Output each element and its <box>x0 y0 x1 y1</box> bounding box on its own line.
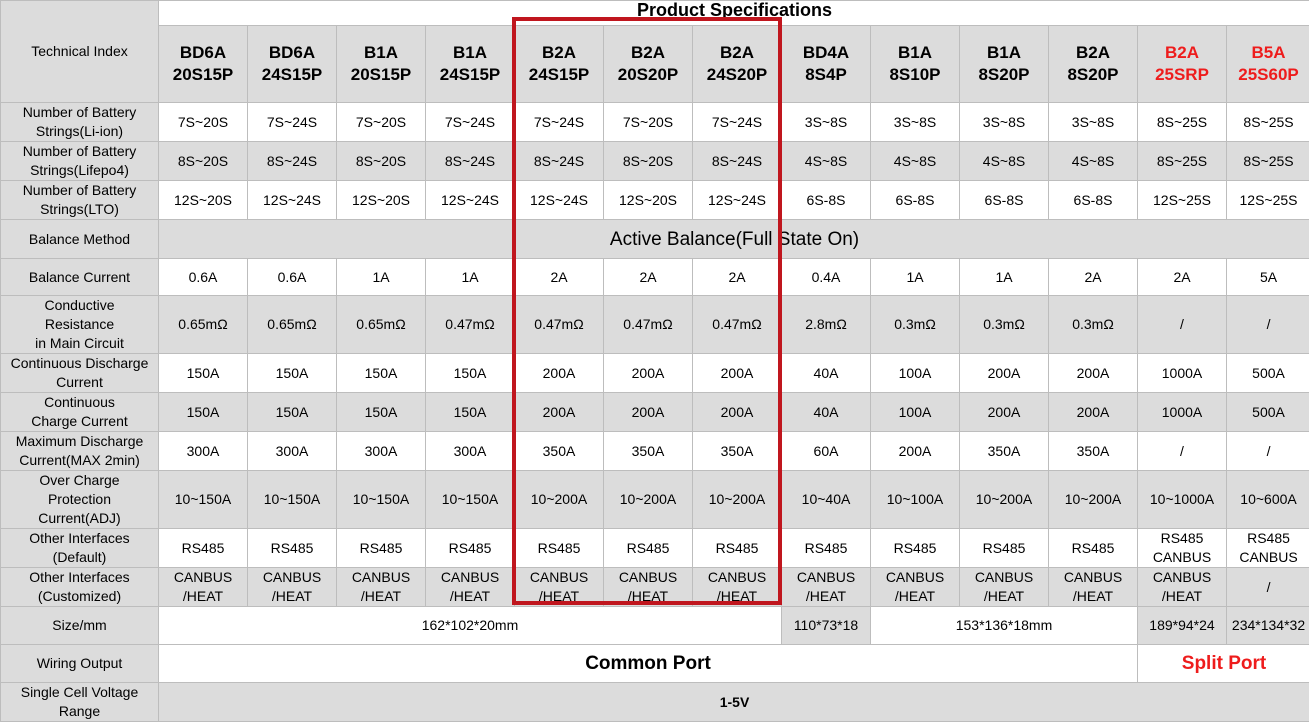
size-group-1: 162*102*20mm <box>159 607 782 645</box>
row-max-discharge <box>1 432 1309 471</box>
table-cell: CANBUS /HEAT <box>248 568 337 607</box>
row-label-interfaces-custom: Other Interfaces (Customized) <box>1 568 159 607</box>
row-balance-method <box>1 220 1309 259</box>
model-header: B5A 25S60P <box>1227 26 1309 103</box>
table-cell: CANBUS /HEAT <box>1138 568 1227 607</box>
table-cell: 100A <box>871 393 960 432</box>
technical-index-label: Technical Index <box>1 1 159 103</box>
model-header: B2A 20S20P <box>604 26 693 103</box>
table-cell: 200A <box>1049 354 1138 393</box>
table-cell: 150A <box>337 354 426 393</box>
table-cell: 10~150A <box>426 471 515 529</box>
table-cell: 60A <box>782 432 871 471</box>
table-cell: 7S~20S <box>159 103 248 142</box>
table-cell: 10~1000A <box>1138 471 1227 529</box>
table-cell: / <box>1138 296 1227 354</box>
wiring-split-port: Split Port <box>1138 645 1309 683</box>
table-cell: 150A <box>159 393 248 432</box>
row-label-liion: Number of Battery Strings(Li-ion) <box>1 103 159 142</box>
table-cell: 10~150A <box>337 471 426 529</box>
row-label-cell-voltage: Single Cell Voltage Range <box>1 683 159 722</box>
row-lto <box>1 181 1309 220</box>
table-cell: 10~600A <box>1227 471 1309 529</box>
table-cell: 12S~20S <box>604 181 693 220</box>
table-cell: CANBUS /HEAT <box>693 568 782 607</box>
table-cell: 2.8mΩ <box>782 296 871 354</box>
table-cell: 4S~8S <box>1049 142 1138 181</box>
row-cont-charge <box>1 393 1309 432</box>
table-cell: 7S~24S <box>693 103 782 142</box>
row-label-lto: Number of Battery Strings(LTO) <box>1 181 159 220</box>
table-cell: 6S-8S <box>871 181 960 220</box>
table-cell: 150A <box>248 393 337 432</box>
balance-method-value: Active Balance(Full State On) <box>159 220 1309 259</box>
table-cell: 200A <box>515 354 604 393</box>
table-cell: 150A <box>159 354 248 393</box>
table-cell: 0.47mΩ <box>604 296 693 354</box>
table-cell: / <box>1138 432 1227 471</box>
table-cell: 300A <box>426 432 515 471</box>
table-cell: 0.65mΩ <box>248 296 337 354</box>
table-cell: 0.65mΩ <box>159 296 248 354</box>
row-size <box>1 607 1309 645</box>
row-label-cont-charge: Continuous Charge Current <box>1 393 159 432</box>
table-cell: 1A <box>337 259 426 296</box>
model-header: B1A 20S15P <box>337 26 426 103</box>
table-cell: 3S~8S <box>960 103 1049 142</box>
model-header: B2A 8S20P <box>1049 26 1138 103</box>
table-cell: 200A <box>693 354 782 393</box>
table-cell: 10~40A <box>782 471 871 529</box>
size-group-3: 153*136*18mm <box>871 607 1138 645</box>
table-cell: 0.47mΩ <box>693 296 782 354</box>
row-label-max-discharge: Maximum Discharge Current(MAX 2min) <box>1 432 159 471</box>
table-cell: 200A <box>871 432 960 471</box>
table-cell: 200A <box>515 393 604 432</box>
row-liion <box>1 103 1309 142</box>
table-cell: 40A <box>782 354 871 393</box>
table-cell: 4S~8S <box>960 142 1049 181</box>
table-cell: 300A <box>248 432 337 471</box>
table-cell: 12S~24S <box>248 181 337 220</box>
table-cell: 500A <box>1227 393 1309 432</box>
table-cell: 8S~24S <box>693 142 782 181</box>
table-cell: / <box>1227 568 1309 607</box>
table-cell: 300A <box>159 432 248 471</box>
table-cell: / <box>1227 296 1309 354</box>
table-cell: CANBUS /HEAT <box>604 568 693 607</box>
table-cell: CANBUS /HEAT <box>337 568 426 607</box>
table-cell: 4S~8S <box>782 142 871 181</box>
row-over-charge <box>1 471 1309 529</box>
table-cell: 2A <box>515 259 604 296</box>
table-cell: 350A <box>604 432 693 471</box>
table-cell: 0.3mΩ <box>1049 296 1138 354</box>
table-cell: 10~200A <box>693 471 782 529</box>
table-cell: 8S~25S <box>1138 142 1227 181</box>
table-cell: 350A <box>1049 432 1138 471</box>
table-cell: 8S~24S <box>515 142 604 181</box>
row-wiring <box>1 645 1309 683</box>
page-title: Product Specifications <box>159 1 1309 26</box>
table-cell: 200A <box>960 393 1049 432</box>
table-cell: CANBUS /HEAT <box>515 568 604 607</box>
table-cell: 12S~25S <box>1227 181 1309 220</box>
row-label-wiring: Wiring Output <box>1 645 159 683</box>
table-cell: 7S~24S <box>426 103 515 142</box>
table-cell: 200A <box>1049 393 1138 432</box>
table-cell: CANBUS /HEAT <box>871 568 960 607</box>
table-cell: 100A <box>871 354 960 393</box>
model-header: BD6A 20S15P <box>159 26 248 103</box>
table-cell: 500A <box>1227 354 1309 393</box>
table-cell: 6S-8S <box>1049 181 1138 220</box>
table-cell: 8S~20S <box>604 142 693 181</box>
table-cell: 8S~24S <box>426 142 515 181</box>
table-cell: 12S~24S <box>515 181 604 220</box>
size-group-5: 234*134*32 <box>1227 607 1309 645</box>
table-cell: RS485 <box>515 529 604 568</box>
table-cell: 0.6A <box>248 259 337 296</box>
table-cell: 8S~20S <box>337 142 426 181</box>
table-cell: 8S~20S <box>159 142 248 181</box>
model-header: B1A 24S15P <box>426 26 515 103</box>
table-cell: 10~200A <box>1049 471 1138 529</box>
table-cell: 200A <box>604 354 693 393</box>
table-cell: 12S~20S <box>159 181 248 220</box>
table-cell: 3S~8S <box>871 103 960 142</box>
table-cell: 6S-8S <box>782 181 871 220</box>
table-cell: 0.47mΩ <box>426 296 515 354</box>
table-cell: 7S~24S <box>248 103 337 142</box>
row-interfaces-custom <box>1 568 1309 607</box>
table-cell: 350A <box>693 432 782 471</box>
table-cell: 10~200A <box>960 471 1049 529</box>
model-header-row <box>1 26 1309 103</box>
row-label-over-charge: Over Charge Protection Current(ADJ) <box>1 471 159 529</box>
cell-voltage-value: 1-5V <box>159 683 1309 722</box>
row-label-balance-method: Balance Method <box>1 220 159 259</box>
table-cell: RS485 <box>337 529 426 568</box>
table-cell: 350A <box>960 432 1049 471</box>
row-balance-current <box>1 259 1309 296</box>
table-cell: CANBUS /HEAT <box>426 568 515 607</box>
table-cell: 6S-8S <box>960 181 1049 220</box>
table-cell: CANBUS /HEAT <box>782 568 871 607</box>
table-cell: RS485 CANBUS <box>1138 529 1227 568</box>
table-cell: 12S~24S <box>693 181 782 220</box>
table-cell: 200A <box>604 393 693 432</box>
model-header: B1A 8S10P <box>871 26 960 103</box>
table-cell: 7S~24S <box>515 103 604 142</box>
table-cell: 10~200A <box>604 471 693 529</box>
table-cell: RS485 <box>604 529 693 568</box>
table-cell: RS485 <box>159 529 248 568</box>
table-cell: 150A <box>248 354 337 393</box>
table-cell: 12S~20S <box>337 181 426 220</box>
model-header: BD4A 8S4P <box>782 26 871 103</box>
size-group-2: 110*73*18 <box>782 607 871 645</box>
table-cell: 12S~25S <box>1138 181 1227 220</box>
table-cell: 7S~20S <box>604 103 693 142</box>
wiring-common-port: Common Port <box>159 645 1138 683</box>
table-cell: 10~150A <box>159 471 248 529</box>
table-cell: / <box>1227 432 1309 471</box>
model-header: B2A 24S20P <box>693 26 782 103</box>
table-cell: 8S~25S <box>1138 103 1227 142</box>
table-cell: 0.65mΩ <box>337 296 426 354</box>
table-cell: 40A <box>782 393 871 432</box>
model-header: B1A 8S20P <box>960 26 1049 103</box>
row-label-balance-current: Balance Current <box>1 259 159 296</box>
table-cell: 1000A <box>1138 354 1227 393</box>
table-cell: CANBUS /HEAT <box>1049 568 1138 607</box>
table-cell: 1A <box>426 259 515 296</box>
table-cell: 0.47mΩ <box>515 296 604 354</box>
size-group-4: 189*94*24 <box>1138 607 1227 645</box>
table-cell: 8S~24S <box>248 142 337 181</box>
table-cell: 1000A <box>1138 393 1227 432</box>
table-cell: 4S~8S <box>871 142 960 181</box>
table-cell: 2A <box>1049 259 1138 296</box>
model-header: B2A 25SRP <box>1138 26 1227 103</box>
row-label-interfaces-default: Other Interfaces (Default) <box>1 529 159 568</box>
table-cell: 2A <box>693 259 782 296</box>
table-cell: CANBUS /HEAT <box>960 568 1049 607</box>
table-cell: RS485 <box>248 529 337 568</box>
table-cell: 200A <box>693 393 782 432</box>
row-label-lifepo4: Number of Battery Strings(Lifepo4) <box>1 142 159 181</box>
table-cell: 2A <box>604 259 693 296</box>
table-cell: RS485 <box>426 529 515 568</box>
table-cell: 8S~25S <box>1227 103 1309 142</box>
row-interfaces-default <box>1 529 1309 568</box>
row-resistance <box>1 296 1309 354</box>
table-cell: 150A <box>337 393 426 432</box>
table-cell: 10~200A <box>515 471 604 529</box>
row-cell-voltage <box>1 683 1309 722</box>
table-cell: RS485 <box>960 529 1049 568</box>
table-cell: 2A <box>1138 259 1227 296</box>
table-cell: RS485 CANBUS <box>1227 529 1309 568</box>
table-cell: 10~100A <box>871 471 960 529</box>
table-cell: 5A <box>1227 259 1309 296</box>
table-cell: 12S~24S <box>426 181 515 220</box>
table-cell: 1A <box>960 259 1049 296</box>
table-cell: RS485 <box>693 529 782 568</box>
table-cell: 8S~25S <box>1227 142 1309 181</box>
row-label-size: Size/mm <box>1 607 159 645</box>
table-cell: 150A <box>426 354 515 393</box>
table-cell: 350A <box>515 432 604 471</box>
table-cell: 3S~8S <box>782 103 871 142</box>
row-lifepo4 <box>1 142 1309 181</box>
table-cell: 0.3mΩ <box>871 296 960 354</box>
table-cell: 3S~8S <box>1049 103 1138 142</box>
table-cell: 0.4A <box>782 259 871 296</box>
table-cell: 0.6A <box>159 259 248 296</box>
table-cell: 10~150A <box>248 471 337 529</box>
table-cell: RS485 <box>782 529 871 568</box>
table-cell: 300A <box>337 432 426 471</box>
model-header: BD6A 24S15P <box>248 26 337 103</box>
table-cell: 1A <box>871 259 960 296</box>
table-cell: 0.3mΩ <box>960 296 1049 354</box>
table-cell: RS485 <box>1049 529 1138 568</box>
table-cell: CANBUS /HEAT <box>159 568 248 607</box>
table-cell: 7S~20S <box>337 103 426 142</box>
table-cell: RS485 <box>871 529 960 568</box>
model-header: B2A 24S15P <box>515 26 604 103</box>
row-label-resistance: Conductive Resistance in Main Circuit <box>1 296 159 354</box>
table-cell: 200A <box>960 354 1049 393</box>
table-cell: 150A <box>426 393 515 432</box>
row-cont-discharge <box>1 354 1309 393</box>
row-label-cont-discharge: Continuous Discharge Current <box>1 354 159 393</box>
